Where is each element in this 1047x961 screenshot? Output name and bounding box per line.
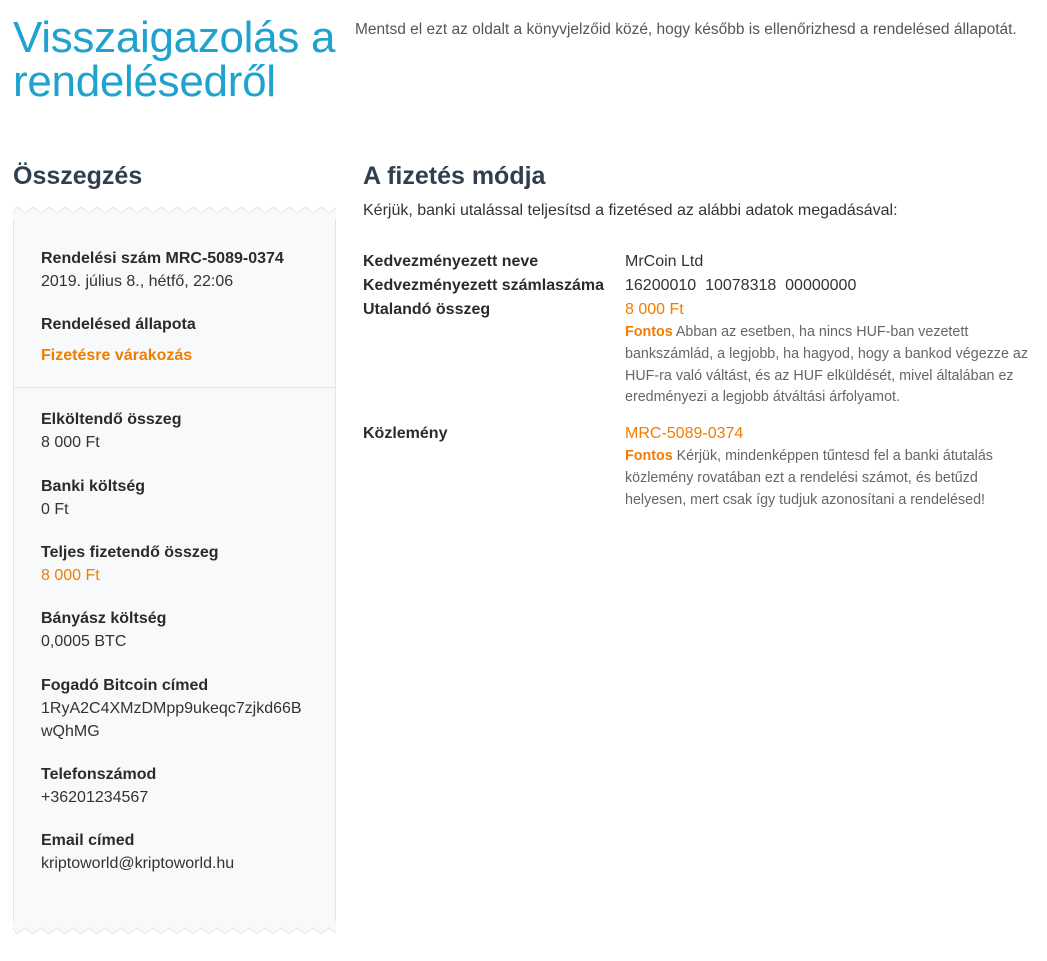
- btc-address-block: [41, 674, 321, 743]
- beneficiary-name-label: Kedvezményezett neve: [363, 253, 539, 270]
- miner-fee-label: Bányász költség: [41, 610, 167, 627]
- amount-value: 8 000 Ft: [625, 301, 684, 318]
- email-block: [41, 829, 321, 875]
- total-label: Teljes fizetendő összeg: [41, 544, 219, 561]
- amount-note: [625, 322, 1037, 409]
- phone-block: [41, 763, 321, 809]
- amount-label: Utalandó összeg: [363, 301, 491, 318]
- total-block: [41, 541, 321, 587]
- phone-label: Telefonszámod: [41, 766, 157, 783]
- amount-note-text: Abban az esetben, ha nincs HUF-ban vezetett bankszámlád, a legjobb, ha hagyod, hogy a bankod végezze az HUF-ra való váltást, és az HUF elküldését, mivel általában ez eredményezi a legjobb átváltási árfolyamot.: [625, 324, 1028, 406]
- receipt-zigzag-top: [13, 207, 336, 219]
- btc-address-label: Fogadó Bitcoin címed: [41, 677, 209, 694]
- send-amount-block: [41, 408, 321, 454]
- payment-intro: Kérjük, banki utalással teljesítsd a fizetésed az alábbi adatok megadásával:: [363, 202, 898, 219]
- card-divider: [14, 387, 335, 388]
- status-label: Rendelésed állapota: [41, 316, 196, 333]
- miner-fee-value: 0,0005 BTC: [41, 633, 127, 650]
- reference-label: Közlemény: [363, 425, 448, 442]
- email-value: kriptoworld@kriptoworld.hu: [41, 855, 235, 872]
- bank-fee-block: [41, 475, 321, 521]
- bank-fee-label: Banki költség: [41, 478, 146, 495]
- bookmark-hint: Mentsd el ezt az oldalt a könyvjelzőid közé, hogy később is ellenőrizhesd a rendelésed állapotát.: [355, 21, 1017, 38]
- phone-value: +36201234567: [41, 789, 149, 806]
- account-number-label: Kedvezményezett számlaszáma: [363, 277, 605, 294]
- order-number-label: Rendelési szám MRC-5089-0374: [41, 250, 284, 267]
- send-amount-label: Elköltendő összeg: [41, 411, 182, 428]
- amount-value-block: [625, 298, 1037, 409]
- status-value: Fizetésre várakozás: [41, 347, 193, 364]
- order-date: 2019. július 8., hétfő, 22:06: [41, 273, 234, 290]
- reference-value: MRC-5089-0374: [625, 425, 744, 442]
- email-label: Email címed: [41, 832, 135, 849]
- beneficiary-name-value: MrCoin Ltd: [625, 253, 704, 270]
- summary-card: [13, 213, 336, 928]
- total-value: 8 000 Ft: [41, 567, 100, 584]
- order-number-block: [41, 247, 321, 293]
- send-amount-value: 8 000 Ft: [41, 434, 100, 451]
- reference-note: [625, 446, 1037, 511]
- status-block: [41, 313, 321, 336]
- summary-title: Összegzés: [13, 162, 143, 190]
- bank-fee-value: 0 Ft: [41, 501, 69, 518]
- amount-note-strong: Fontos: [625, 324, 673, 340]
- reference-value-block: [625, 422, 1037, 511]
- miner-fee-block: [41, 607, 321, 653]
- payment-title: A fizetés módja: [363, 162, 546, 190]
- page-title: Visszaigazolás a rendelésedről: [13, 13, 336, 106]
- reference-note-text: Kérjük, mindenképpen tűntesd fel a banki átutalás közlemény rovatában ezt a rendelési számot, és betűzd helyesen, mert csak így tudjuk azonosítani a rendelésed!: [625, 448, 993, 508]
- reference-note-strong: Fontos: [625, 448, 673, 464]
- account-number-value: 16200010 10078318 00000000: [625, 277, 857, 294]
- receipt-zigzag-bottom: [13, 922, 336, 934]
- btc-address-value: 1RyA2C4XMzDMpp9ukeqc7zjkd66BwQhMG: [41, 700, 302, 740]
